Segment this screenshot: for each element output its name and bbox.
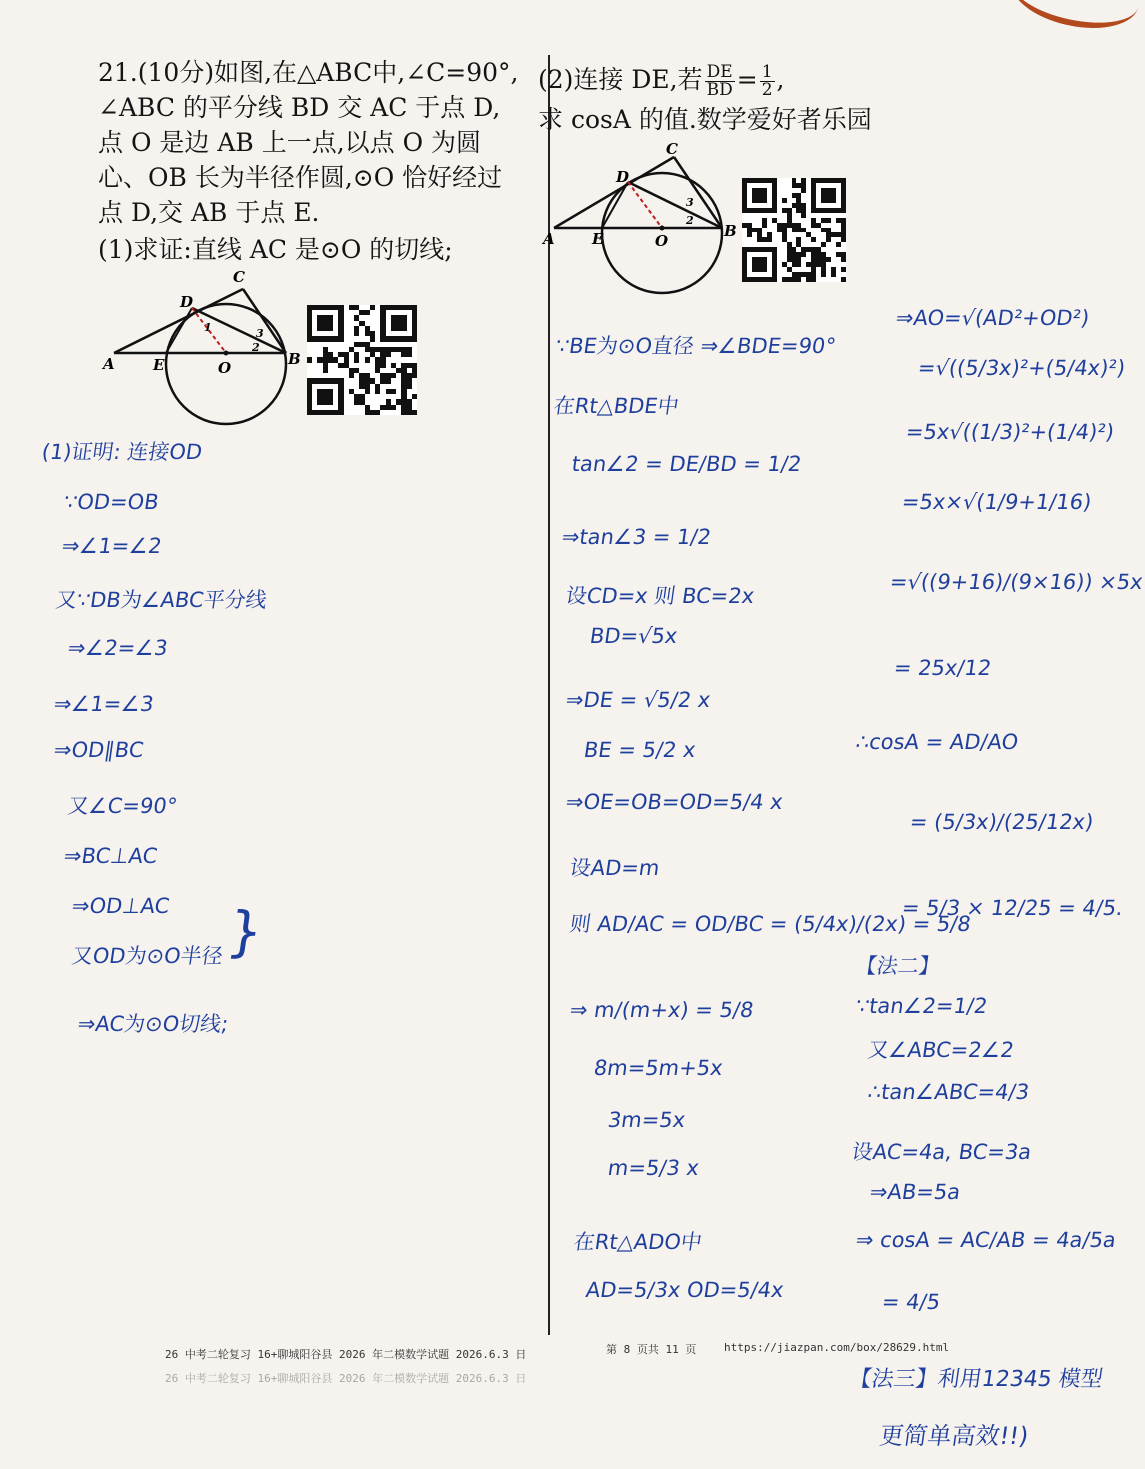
angle-label-3: 3 — [256, 327, 264, 340]
hw-line: ⇒∠1=∠3 — [52, 692, 156, 716]
qr-code — [307, 305, 417, 415]
angle-label-1: 1 — [204, 321, 212, 334]
line-od — [628, 182, 662, 228]
problem-line: 点 D,交 AB 于点 E. — [98, 198, 320, 227]
label-o: O — [218, 359, 232, 377]
hw-line: ⇒AC为⊙O切线; — [76, 1012, 231, 1036]
hw-line: ⇒∠2=∠3 — [66, 636, 170, 660]
label-d: D — [616, 168, 630, 186]
hw-line: tan∠2 = DE/BD = 1/2 — [570, 452, 804, 476]
corner-mark — [1005, 0, 1145, 39]
hw-line: ∴cosA = AD/AO — [854, 730, 1020, 754]
method3-note: 【法三】利用12345 模型 — [847, 1367, 1105, 1392]
point-o — [660, 226, 665, 231]
hw-line: m=5/3 x — [606, 1156, 701, 1180]
angle-label-2: 2 — [686, 214, 694, 227]
problem-line: ∠ABC 的平分线 BD 交 AC 于点 D, — [98, 93, 501, 122]
hw-line: =5x√((1/3)²+(1/4)²) — [904, 420, 1116, 444]
hw-line: 则 AD/AC = OD/BC = (5/4x)/(2x) = 5/8 — [568, 912, 973, 936]
angle-label-2: 2 — [252, 341, 260, 354]
hw-line: ⇒DE = √5/2 x — [564, 688, 712, 712]
label-c: C — [666, 140, 678, 158]
footer-source-echo: 26 中考二轮复习 16+聊城阳谷县 2026 年二模数学试题 2026.6.3 日 — [165, 1372, 527, 1385]
hw-line: ⇒OD∥BC — [52, 738, 146, 762]
hw-line: = 5/3 × 12/25 = 4/5. — [900, 896, 1125, 920]
hw-line: ⇒AO=√(AD²+OD²) — [894, 306, 1091, 330]
half-fraction: $\frac{1}{2}$ — [761, 62, 773, 100]
line-ac — [114, 289, 243, 353]
point-o — [224, 351, 229, 356]
hw-line: ⇒∠1=∠2 — [60, 534, 164, 558]
footer-page: 第 8 页共 11 页 — [606, 1343, 697, 1356]
hw-line: =5x×√(1/9+1/16) — [900, 490, 1093, 514]
hw-line: 设AD=m — [568, 856, 662, 880]
hw-line: =√((5/3x)²+(5/4x)²) — [916, 356, 1127, 380]
de-bd-fraction: $\frac{DE}{BD}$ — [706, 62, 733, 100]
part2-line-2: 求 cosA 的值.数学爱好者乐园 — [538, 105, 872, 134]
hw-line: = 4/5 — [880, 1290, 942, 1314]
hw-line: 在Rt△ADO中 — [572, 1230, 704, 1254]
hw-line: ∴tan∠ABC=4/3 — [866, 1080, 1031, 1104]
label-e: E — [153, 356, 165, 374]
label-c: C — [233, 268, 245, 286]
hw-line: 又∠C=90° — [66, 794, 179, 818]
part2-line — [538, 62, 784, 99]
comma: , — [776, 65, 785, 94]
hw-line: = 25x/12 — [892, 656, 993, 680]
footer-source: 26 中考二轮复习 16+聊城阳谷县 2026 年二模数学试题 2026.6.3 日 — [165, 1348, 527, 1361]
label-b: B — [724, 222, 737, 240]
method3-note-2: 更简单高效!!) — [877, 1422, 1031, 1450]
label-a: A — [543, 230, 555, 248]
hw-line: 3m=5x — [606, 1108, 687, 1132]
problem-line: 点 O 是边 AB 上一点,以点 O 为圆 — [98, 128, 482, 157]
hw-line: BE = 5/2 x — [582, 738, 698, 762]
hw-line: 【法二】 — [854, 954, 942, 978]
problem-line: 21.(10分)如图,在△ABC中,∠C=90°, — [98, 58, 519, 87]
hw-line: ⇒OE=OB=OD=5/4 x — [564, 790, 785, 814]
hw-line: 又OD为⊙O半径 — [70, 944, 225, 968]
hw-line: ⇒ cosA = AC/AB = 4a/5a — [854, 1228, 1118, 1252]
geometry-figure-2 — [540, 140, 740, 290]
equals-sign: = — [736, 65, 758, 94]
line-de — [166, 308, 192, 353]
geometry-figure-1 — [100, 265, 305, 420]
hw-line: ⇒ m/(m+x) = 5/8 — [568, 998, 756, 1022]
hw-line: ⇒OD⊥AC — [70, 894, 171, 918]
label-e: E — [592, 230, 604, 248]
hw-line: 8m=5m+5x — [592, 1056, 725, 1080]
hw-line: ⇒tan∠3 = 1/2 — [560, 525, 713, 549]
hw-line: AD=5/3x OD=5/4x — [584, 1278, 786, 1302]
hw-line: ∵tan∠2=1/2 — [854, 994, 990, 1018]
hw-line: = (5/3x)/(25/12x) — [908, 810, 1095, 834]
hw-line: 又∵DB为∠ABC平分线 — [54, 588, 269, 612]
hw-line: 设AC=4a, BC=3a — [850, 1140, 1033, 1164]
angle-label-3: 3 — [686, 196, 694, 209]
hw-line: 在Rt△BDE中 — [552, 394, 681, 418]
line-ac — [554, 157, 674, 228]
label-a: A — [103, 355, 115, 373]
hw-line: BD=√5x — [588, 624, 680, 648]
hw-line: ⇒BC⊥AC — [62, 844, 159, 868]
brace: } — [223, 900, 267, 963]
problem-line: 心、OB 长为半径作圆,⊙O 恰好经过 — [98, 163, 503, 192]
qr-code — [742, 178, 846, 282]
hw-line: =√((9+16)/(9×16)) ×5x — [888, 570, 1145, 594]
hw-line: (1)证明: 连接OD — [40, 440, 204, 464]
label-d: D — [180, 293, 194, 311]
hw-line: ∵BE为⊙O直径 ⇒∠BDE=90° — [554, 334, 838, 358]
problem-line: (1)求证:直线 AC 是⊙O 的切线; — [98, 235, 453, 264]
hw-line: 设CD=x 则 BC=2x — [564, 584, 756, 608]
line-de — [602, 182, 628, 228]
hw-line: ∵OD=OB — [62, 490, 161, 514]
label-o: O — [655, 232, 669, 250]
label-b: B — [288, 350, 301, 368]
hw-line: ⇒AB=5a — [868, 1180, 962, 1204]
hw-line: 又∠ABC=2∠2 — [866, 1038, 1016, 1062]
part2-prefix: (2)连接 DE,若 — [538, 65, 703, 94]
footer-url: https://jiazpan.com/box/28629.html — [724, 1341, 950, 1354]
